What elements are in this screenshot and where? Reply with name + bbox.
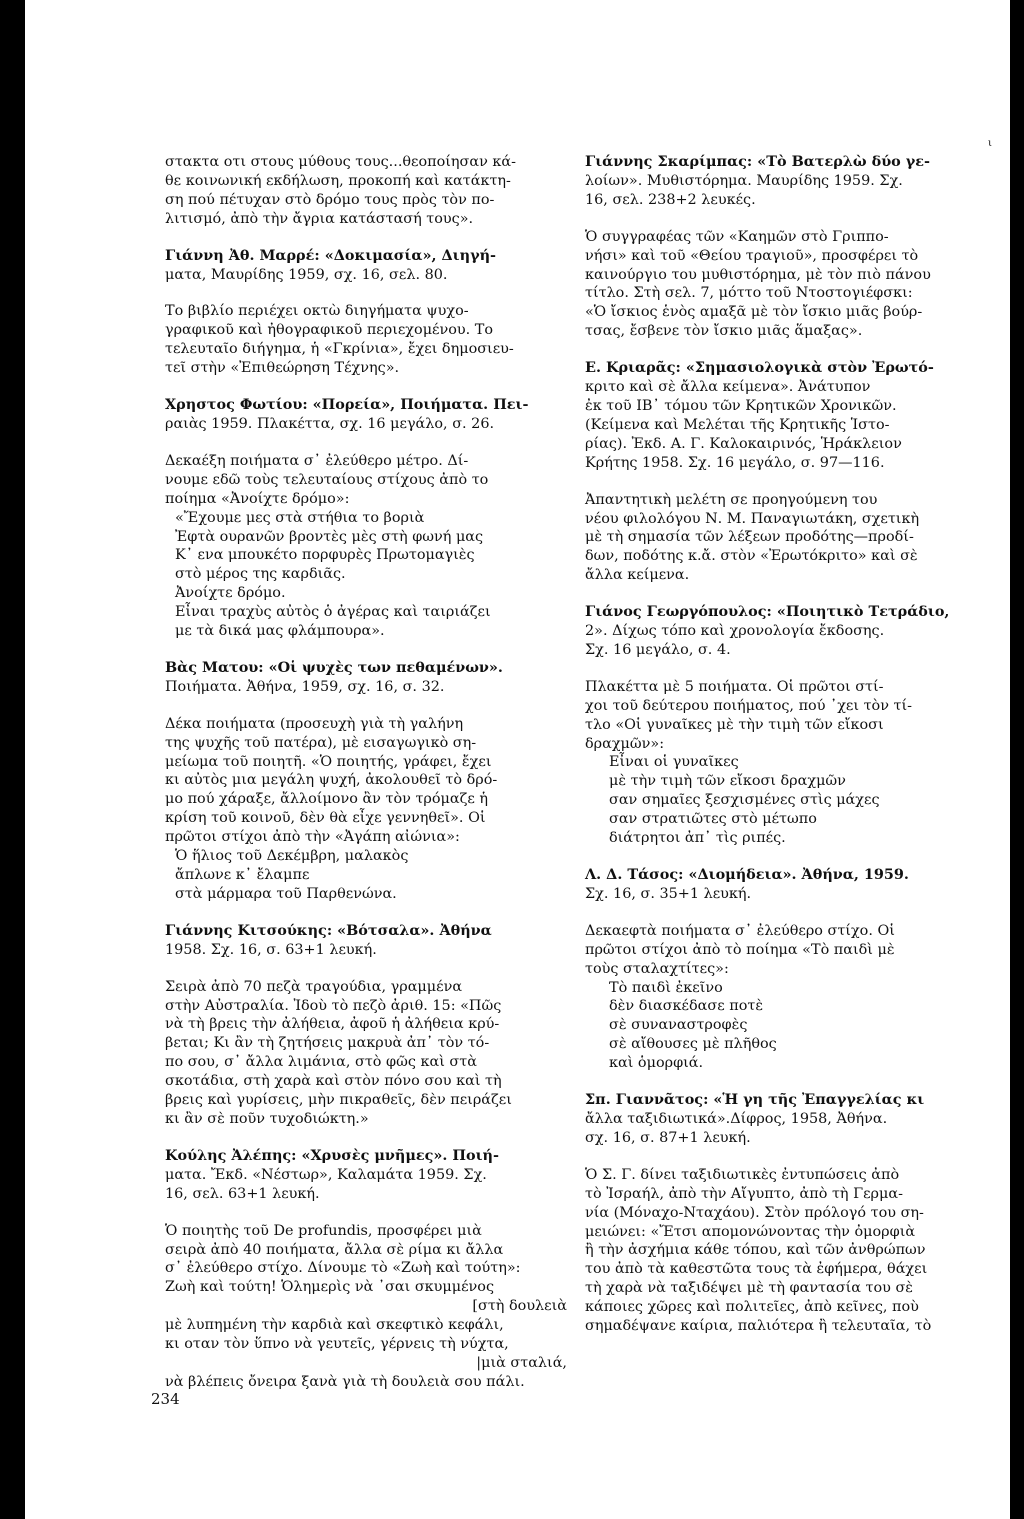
text-line: λοίων». Μυθιστόρημα. Μαυρίδης 1959. Σχ.: [585, 172, 903, 189]
paragraph-gap: [585, 210, 1007, 228]
entry-paragraph: [585, 228, 1007, 341]
text-line: μείωμα τοῦ ποιητῆ. «Ὁ ποιητής, γράφει, ἔχει: [165, 753, 492, 770]
entry-heading-block: [165, 247, 585, 285]
text-line: στὰ μάρμαρα τοῦ Παρθενώνα.: [175, 885, 397, 902]
entry-heading-block: [165, 1147, 585, 1204]
text-line: μὲ τὴ σημασία τῶν λέξεων προδότης—προδί-: [585, 529, 914, 546]
text-line: ματα, Μαυρίδης 1959, σχ. 16, σελ. 80.: [165, 266, 448, 283]
entry-heading-block: [165, 396, 585, 434]
paragraph-gap: [585, 660, 1007, 678]
text-line: σαν σημαῖες ξεσχισμένες στὶς μάχες: [609, 792, 880, 809]
text-line: ἄλλα ταξιδιωτικά».Δίφρος, 1958, Ἀθήνα.: [585, 1110, 888, 1127]
entry-title-line: Γιάνος Γεωργόπουλος: «Ποιητικὸ Τετράδιο,: [585, 603, 950, 621]
text-line: «Ὁ ἴσκιος ἑνὸς αμαξᾶ μὲ τὸν ἴσκιο μιᾶς βούρ-: [585, 304, 923, 321]
text-line: τίτλο. Στὴ σελ. 7, μόττο τοῦ Ντοστογιέφσκι:: [585, 285, 913, 302]
text-line: ματα. Ἔκδ. «Νέστωρ», Καλαμάτα 1959. Σχ.: [165, 1166, 487, 1183]
text-line: Τὸ παιδὶ ἐκεῖνο: [609, 979, 723, 996]
text-line: Ἀνοίχτε δρόμο.: [175, 585, 286, 602]
text-line: Ζωὴ καὶ τούτη! Ὁλημερὶς νὰ ᾽σαι σκυμμένος: [165, 1279, 495, 1296]
text-line: μὲ λυπημένη τὴν καρδιὰ καὶ σκεφτικὸ κεφάλι,: [165, 1317, 504, 1334]
entry-heading-block: [585, 359, 1007, 472]
entry-paragraph: [165, 715, 585, 904]
text-line: ἐκ τοῦ ΙΒ᾽ τόμου τῶν Κρητικῶν Χρονικῶν.: [585, 397, 897, 414]
paragraph-gap: [585, 585, 1007, 603]
text-line: Το βιβλίο περιέχει οκτὼ διηγήματα ψυχο-: [165, 303, 469, 320]
paragraph-gap: [165, 641, 585, 659]
text-line: Δεκαεφτὰ ποιήματα σ᾽ ἐλεύθερο στίχο. Οἱ: [585, 922, 895, 939]
text-line: 16, σελ. 63+1 λευκή.: [165, 1185, 320, 1202]
text-line: κρίση τοῦ κοινοῦ, δὲν θὰ εἶχε γεννηθεῖ». Οἱ: [165, 810, 486, 827]
paragraph-gap: [165, 284, 585, 302]
text-line: στὴν Αὐστραλία. Ἰδοὺ τὸ πεζὸ ἀριθ. 15: «Πῶς: [165, 997, 502, 1014]
margin-mark: ι: [988, 138, 992, 149]
text-line: σχ. 16, σ. 87+1 λευκή.: [585, 1129, 751, 1146]
page-number: 234: [151, 1390, 180, 1408]
entry-title-line: Γιάννη Ἀθ. Μαρρέ: «Δοκιμασία», Διηγή-: [165, 246, 496, 264]
text-line: ραιὰς 1959. Πλακέττα, σχ. 16 μεγάλο, σ. 26.: [165, 415, 495, 432]
entry-heading-block: [585, 866, 1007, 904]
paragraph-gap: [165, 904, 585, 922]
text-line: ρίας). Ἐκδ. Α. Γ. Καλοκαιρινός, Ἡράκλειον: [585, 435, 902, 452]
text-line: χοι τοῦ δεύτερου ποιήματος, πού ᾽χει τὸν τί-: [585, 697, 913, 714]
text-line: βρεις καὶ γυρίσεις, μὴν πικραθεῖς, δὲν πειράζει: [165, 1092, 512, 1109]
entry-title-line: Χρηστος Φωτίου: «Πορεία», Ποιήματα. Πει-: [165, 396, 529, 414]
text-line: δὲν διασκέδασε ποτὲ: [609, 998, 764, 1015]
text-line: δραχμῶν»:: [585, 735, 665, 752]
text-line: θε κοινωνική εκδήλωση, προκοπή καὶ κατάκτη-: [165, 172, 511, 189]
entry-title-line: Ε. Κριαρᾶς: «Σημασιολογικὰ στὸν Ἐρωτό-: [585, 359, 934, 377]
entry-heading-block: [585, 1091, 1007, 1148]
text-line: Κ᾽ ενα μπουκέτο πορφυρὲς Πρωτομαγιὲς: [175, 547, 475, 564]
text-line: Εἶναι τραχὺς αὐτὸς ὁ ἀγέρας καὶ ταιριάζει: [175, 604, 491, 621]
text-line: Πλακέττα μὲ 5 ποιήματα. Οἱ πρῶτοι στί-: [585, 678, 884, 695]
text-line: Ὁ ἥλιος τοῦ Δεκέμβρη, μαλακὸς: [175, 848, 409, 865]
text-line: Ὁ Σ. Γ. δίνει ταξιδιωτικὲς ἐντυπώσεις ἀπὸ: [585, 1166, 900, 1183]
text-line: τεῖ στὴν «Ἐπιθεώρηση Τέχνης».: [165, 360, 400, 377]
paragraph-gap: [165, 229, 585, 247]
text-line: νὰ βλέπεις ὄνειρα ξανὰ γιὰ τὴ δουλειὰ σου πάλι.: [165, 1373, 525, 1390]
entry-heading-block: [585, 153, 1007, 210]
paragraph-gap: [585, 473, 1007, 491]
text-line: σημαδέψανε καίρια, παλιότερα ἢ τελευταῖα, τὸ: [585, 1318, 932, 1335]
entry-title-line: Γιάννης Σκαρίμπας: «Τὸ Βατερλὼ δύο γε-: [585, 153, 931, 170]
text-line: κριτο καὶ σὲ ἄλλα κείμενα». Ἀνάτυπον: [585, 379, 871, 396]
text-line: Σχ. 16, σ. 35+1 λευκή.: [585, 885, 752, 902]
text-line: γραφικοῦ καὶ ἠθογραφικοῦ περιεχομένου. Το: [165, 322, 494, 339]
entry-paragraph: [165, 1222, 585, 1392]
text-line: ἄλλα κείμενα.: [585, 567, 690, 584]
entry-title-line: Κούλης Ἀλέπης: «Χρυσὲς μνῆμες». Ποιή-: [165, 1146, 499, 1164]
text-line: 16, σελ. 238+2 λευκές.: [585, 191, 756, 208]
paragraph-gap: [165, 960, 585, 978]
entry-title-line: Βὰς Ματου: «Οἱ ψυχὲς των πεθαμένων».: [165, 658, 503, 676]
entry-title-line: Λ. Δ. Τάσος: «Διομήδεια». Ἀθήνα, 1959.: [585, 866, 909, 883]
paragraph-gap: [165, 697, 585, 715]
text-line: σειρὰ ἀπὸ 40 ποιήματα, ἄλλα σὲ ρίμα κι ἄλλα: [165, 1241, 504, 1258]
text-line: Ὁ συγγραφέας τῶν «Καημῶν στὸ Γριππο-: [585, 228, 889, 245]
entry-paragraph: [585, 1166, 1007, 1336]
text-line: νὰ τὴ βρεις τὴν ἀλήθεια, ἀφοῦ ἡ ἀλήθεια κρύ-: [165, 1016, 500, 1033]
text-line: σὲ συναναστροφὲς: [609, 1017, 748, 1034]
text-line: Ἀπαντητικὴ μελέτη σε προηγούμενη του: [585, 491, 878, 508]
text-line: νία (Μόναχο-Νταχάου). Στὸν πρόλογό του ση-: [585, 1204, 924, 1221]
text-line: ποίημα «Ἀνοίχτε δρόμο»:: [165, 490, 350, 507]
text-line: σ᾽ ἐλεύθερο στίχο. Δίνουμε τὸ «Ζωὴ καὶ τούτη»:: [165, 1260, 521, 1277]
text-line: πρῶτοι στίχοι ἀπὸ τὴν «Ἀγάπη αἰώνια»:: [165, 829, 460, 846]
text-line: μειώνει: «Ἔτσι απομονώνοντας τὴν ὀμορφιὰ: [585, 1223, 916, 1240]
text-line: στὸ μέρος της καρδιᾶς.: [175, 566, 346, 583]
paragraph-gap: [165, 1129, 585, 1147]
entry-paragraph: [585, 922, 1007, 1073]
entry-paragraph: [165, 978, 585, 1129]
entry-heading-block: [585, 603, 1007, 660]
text-line: ἄπλωνε κ᾽ ἔλαμπε: [175, 867, 310, 883]
text-line: κι αὐτὸς μια μεγάλη ψυχή, ἀκολουθεῖ τὸ δρό-: [165, 772, 498, 789]
text-line: κι ἂν σὲ ποῦν τυχοδιώκτη.»: [165, 1110, 369, 1127]
entry-paragraph: [585, 678, 1007, 848]
text-line: [στὴ δουλειὰ: [472, 1298, 567, 1315]
text-line: της ψυχῆς τοῦ πατέρα), μὲ εισαγωγικὸ ση-: [165, 734, 477, 751]
text-line: λιτισμό, ἀπὸ τὴν ἄγρια κατάστασή τους».: [165, 210, 474, 227]
text-line: 1958. Σχ. 16, σ. 63+1 λευκή.: [165, 941, 377, 958]
text-line: κάποιες χῶρες καὶ πολιτεῖες, ἀπὸ κεῖνες, ποὺ: [585, 1299, 919, 1316]
text-line: τελευταῖο διήγημα, ἡ «Γκρίνια», ἔχει δημοσιευ-: [165, 341, 514, 358]
text-line: διάτρητοι ἀπ᾽ τὶς ριπές.: [609, 830, 786, 847]
entry-heading-block: [165, 659, 585, 697]
text-line: σκοτάδια, στὴ χαρὰ καὶ στὸν πόνο σου καὶ τὴ: [165, 1073, 502, 1090]
text-line: καινούργιο του μυθιστόρημα, μὲ τὸν πιὸ πάνου: [585, 266, 931, 283]
text-line: Δέκα ποιήματα (προσευχὴ γιὰ τὴ γαλήνη: [165, 715, 464, 732]
text-line: νέου φιλολόγου Ν. Μ. Παναγιωτάκη, σχετικὴ: [585, 510, 920, 527]
text-line: μο πού χάραξε, ἄλλοίμονο ἂν τὸν τρόμαζε ἡ: [165, 791, 489, 808]
entry-paragraph: [165, 452, 585, 641]
paragraph-gap: [585, 848, 1007, 866]
text-line: «Ἔχουμε μες στὰ στήθια το βοριὰ: [175, 509, 425, 526]
text-line: Ποιήματα. Ἀθήνα, 1959, σχ. 16, σ. 32.: [165, 678, 445, 695]
entry-paragraph: [165, 302, 585, 378]
text-line: ση πού πέτυχαν στὸ δρόμο τους πρὸς τὸν πο-: [165, 191, 495, 208]
text-line: τλο «Οἱ γυναῖκες μὲ τὴν τιμὴ τῶν εἴκοσι: [585, 716, 884, 733]
text-line: στακτα οτι στους μύθους τους...θεοποίησαν κά-: [165, 154, 516, 170]
text-line: Ὁ ποιητὴς τοῦ De profundis, προσφέρει μιὰ: [165, 1222, 482, 1239]
text-line: του ἀπὸ τὰ καθεστῶτα τους τὰ ἐφήμερα, θάχει: [585, 1261, 928, 1278]
paragraph-gap: [165, 434, 585, 452]
text-line: βεται; Κι ἂν τὴ ζητήσεις μακρυὰ ἀπ᾽ τὸν τό-: [165, 1035, 490, 1052]
text-line: ἢ τὴν ἀσχήμια κάθε τόπου, καὶ τῶν ἀνθρώπων: [585, 1242, 926, 1259]
text-line: κι οταν τὸν ὕπνο νὰ γευτεῖς, γέρνεις τὴ νύχτα,: [165, 1336, 509, 1353]
text-line: Εἶναι οἱ γυναῖκες: [609, 754, 739, 771]
entry-paragraph: [585, 491, 1007, 586]
entry-title-line: Γιάννης Κιτσούκης: «Βότσαλα». Ἀθήνα: [165, 921, 492, 939]
paragraph-gap: [585, 1073, 1007, 1091]
text-line: Σχ. 16 μεγάλο, σ. 4.: [585, 641, 731, 658]
text-line: |μιὰ σταλιά,: [476, 1354, 567, 1371]
paragraph-gap: [165, 378, 585, 396]
left-column: [165, 153, 585, 1392]
text-line: πο σου, σ᾽ ἄλλα λιμάνια, στὸ φῶς καὶ στὰ: [165, 1054, 477, 1071]
text-line: σὲ αἴθουσες μὲ πλῆθος: [609, 1036, 777, 1053]
text-line: Δεκαέξη ποιήματα σ᾽ ἐλεύθερο μέτρο. Δί-: [165, 452, 469, 469]
entry-title-line: Σπ. Γιαννᾶτος: «Ἡ γη τῆς Ἐπαγγελίας κι: [585, 1091, 925, 1109]
text-line: με τὰ δικά μας φλάμπουρα».: [175, 623, 385, 640]
paragraph-gap: [585, 1148, 1007, 1166]
text-line: τσας, ἔσβενε τὸν ἴσκιο μιᾶς ἅμαξας».: [585, 323, 863, 340]
text-line: τὸ Ἰσραήλ, ἀπὸ τὴν Αἴγυπτο, ἀπὸ τὴ Γερμα-: [585, 1185, 903, 1202]
text-line: Κρήτης 1958. Σχ. 16 μεγάλο, σ. 97—116.: [585, 454, 885, 471]
paragraph-gap: [585, 341, 1007, 359]
text-line: Σειρὰ ἀπὸ 70 πεζὰ τραγούδια, γραμμένα: [165, 978, 463, 995]
right-column: [585, 153, 1007, 1336]
text-line: πρῶτοι στίχοι ἀπὸ τὸ ποίημα «Τὸ παιδὶ μὲ: [585, 941, 895, 958]
paragraph-gap: [165, 1204, 585, 1222]
text-line: τὴ χαρὰ νὰ ταξιδέψει μὲ τὴ φαντασία του σὲ: [585, 1280, 913, 1297]
document-page: [25, 0, 1010, 1519]
text-line: καὶ ὁμορφιά.: [609, 1055, 704, 1072]
text-line: δων, ποδότης κ.ἄ. στὸν «Ἐρωτόκριτο» καὶ σὲ: [585, 548, 918, 565]
text-line: 2». Δίχως τόπο καὶ χρονολογία ἔκδοσης.: [585, 623, 885, 640]
text-line: νήσι» καὶ τοῦ «Θείου τραγιοῦ», προσφέρει τὸ: [585, 247, 919, 264]
entry-heading-block: [165, 922, 585, 960]
paragraph-gap: [585, 904, 1007, 922]
text-line: μὲ τὴν τιμὴ τῶν εἴκοσι δραχμῶν: [609, 773, 846, 790]
text-line: σαν στρατιῶτες στὸ μέτωπο: [609, 811, 817, 828]
text-line: νουμε εδῶ τοὺς τελευταίους στίχους ἀπὸ το: [165, 471, 489, 488]
text-line: Ἐφτὰ ουρανῶν βροντὲς μὲς στὴ φωνή μας: [175, 528, 484, 545]
text-line: τοὺς σταλαχτίτες»:: [585, 960, 729, 977]
entry-paragraph: [165, 153, 585, 229]
text-line: (Κείμενα καὶ Μελέται τῆς Κρητικῆς Ἱστο-: [585, 416, 890, 433]
